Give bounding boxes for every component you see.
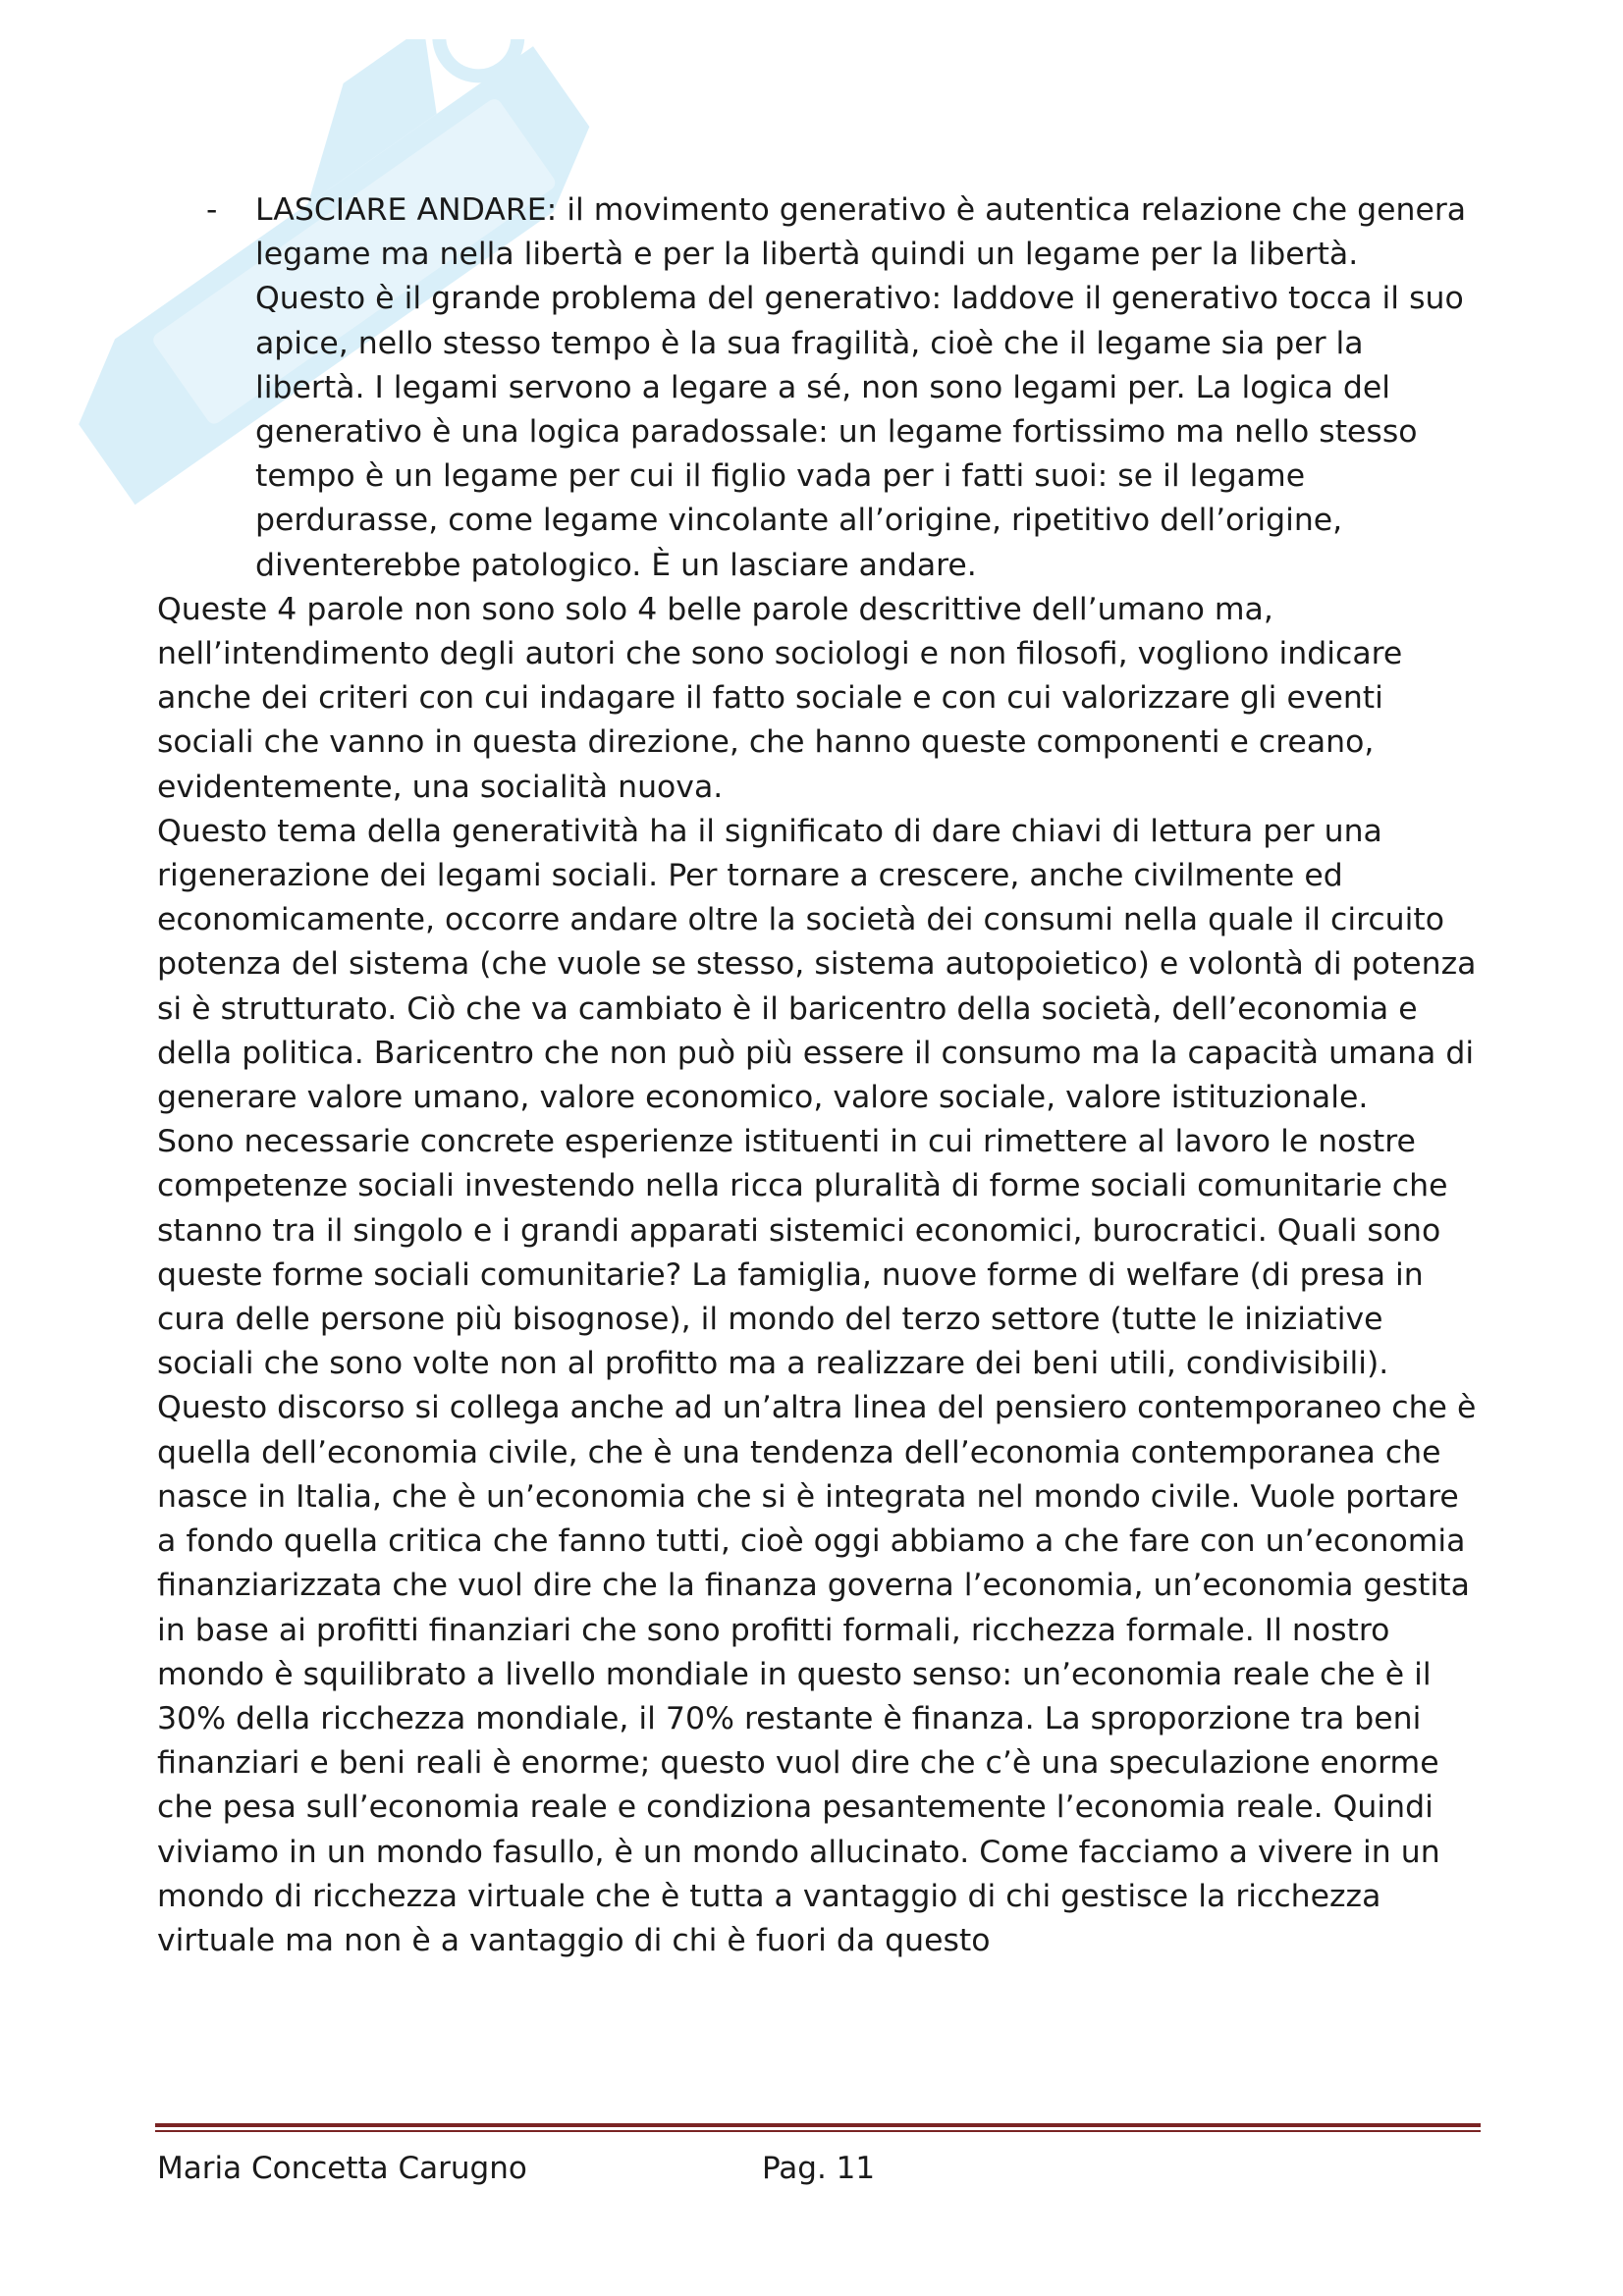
paragraph: Sono necessarie concrete esperienze istituenti in cui rimettere al lavoro le nostre competenze sociali investendo nella ricca pluralità di forme sociali comunitarie che stanno tra il singolo e i grandi apparati sistemici economici, burocratici. Quali sono queste forme sociali comunitarie? La famiglia, nuove forme di welfare (di presa in cura delle persone più bisognose), il mondo del terzo settore (tutte le iniziative sociali che sono volte non al profitto ma a realizzare dei beni utili, condivisibili). <box>157 1124 1448 1382</box>
paragraph: Questo tema della generatività ha il significato di dare chiavi di lettura per una rigenerazione dei legami sociali. Per tornare a crescere, anche civilmente ed economicamente, occorre andare oltre la società dei consumi nella quale il circuito potenza del sistema (che vuole se stesso, sistema autopoietico) e volontà di potenza si è strutturato. Ciò che va cambiato è il baricentro della società, dell’economia e della politica. Baricentro che non può più essere il consumo ma la capacità umana di generare valore umano, valore economico, valore sociale, valore istituzionale. <box>157 813 1477 1116</box>
footer-divider <box>155 2123 1481 2127</box>
bullet-marker: - <box>206 192 218 228</box>
paragraph: Questo discorso si collega anche ad un’altra linea del pensiero contemporaneo che è quella dell’economia civile, che è una tendenza dell’economia contemporanea che nasce in Italia, che è un’economia che si è integrata nel mondo civile. Vuole portare a fondo quella critica che fanno tutti, cioè oggi abbiamo a che fare con un’economia finanziarizzata che vuol dire che la finanza governa l’economia, un’economia gestita in base ai profitti finanziari che sono profitti formali, ricchezza formale. Il nostro mondo è squilibrato a livello mondiale in questo senso: un’economia reale che è il 30% della ricchezza mondiale, il 70% restante è finanza. La sproporzione tra beni finanziari e beni reali è enorme; questo vuol dire che c’è una speculazione enorme che pesa sull’economia reale e condiziona pesantemente l’economia reale. Quindi viviamo in un mondo fasullo, è un mondo allucinato. Come facciamo a vivere in un mondo di ricchezza virtuale che è tutta a vantaggio di chi gestisce la ricchezza virtuale ma non è a vantaggio di chi è fuori da questo <box>157 1390 1477 1958</box>
document-body <box>157 188 1478 1963</box>
footer-page-number: Pag. 11 <box>762 2151 876 2186</box>
paragraph: Queste 4 parole non sono solo 4 belle parole descrittive dell’umano ma, nell’intendimento degli autori che sono sociologi e non filosofi, vogliono indicare anche dei criteri con cui indagare il fatto sociale e con cui valorizzare gli eventi sociali che vanno in questa direzione, che hanno queste componenti e creano, evidentemente, una socialità nuova. <box>157 591 1403 805</box>
footer-author: Maria Concetta Carugno <box>157 2151 527 2186</box>
bullet-text: LASCIARE ANDARE: il movimento generativo è autentica relazione che genera legame ma nella libertà e per la libertà quindi un legame per la libertà. Questo è il grande problema del generativo: laddove il generativo tocca il suo apice, nello stesso tempo è la sua fragilità, cioè che il legame sia per la libertà. I legami servono a legare a sé, non sono legami per. La logica del generativo è una logica paradossale: un legame fortissimo ma nello stesso tempo è un legame per cui il figlio vada per i fatti suoi: se il legame perdurasse, come legame vincolante all’origine, ripetitivo dell’origine, diventerebbe patologico. È un lasciare andare. <box>255 192 1467 583</box>
footer-divider-thin <box>155 2130 1481 2132</box>
bullet-item <box>157 188 1478 588</box>
